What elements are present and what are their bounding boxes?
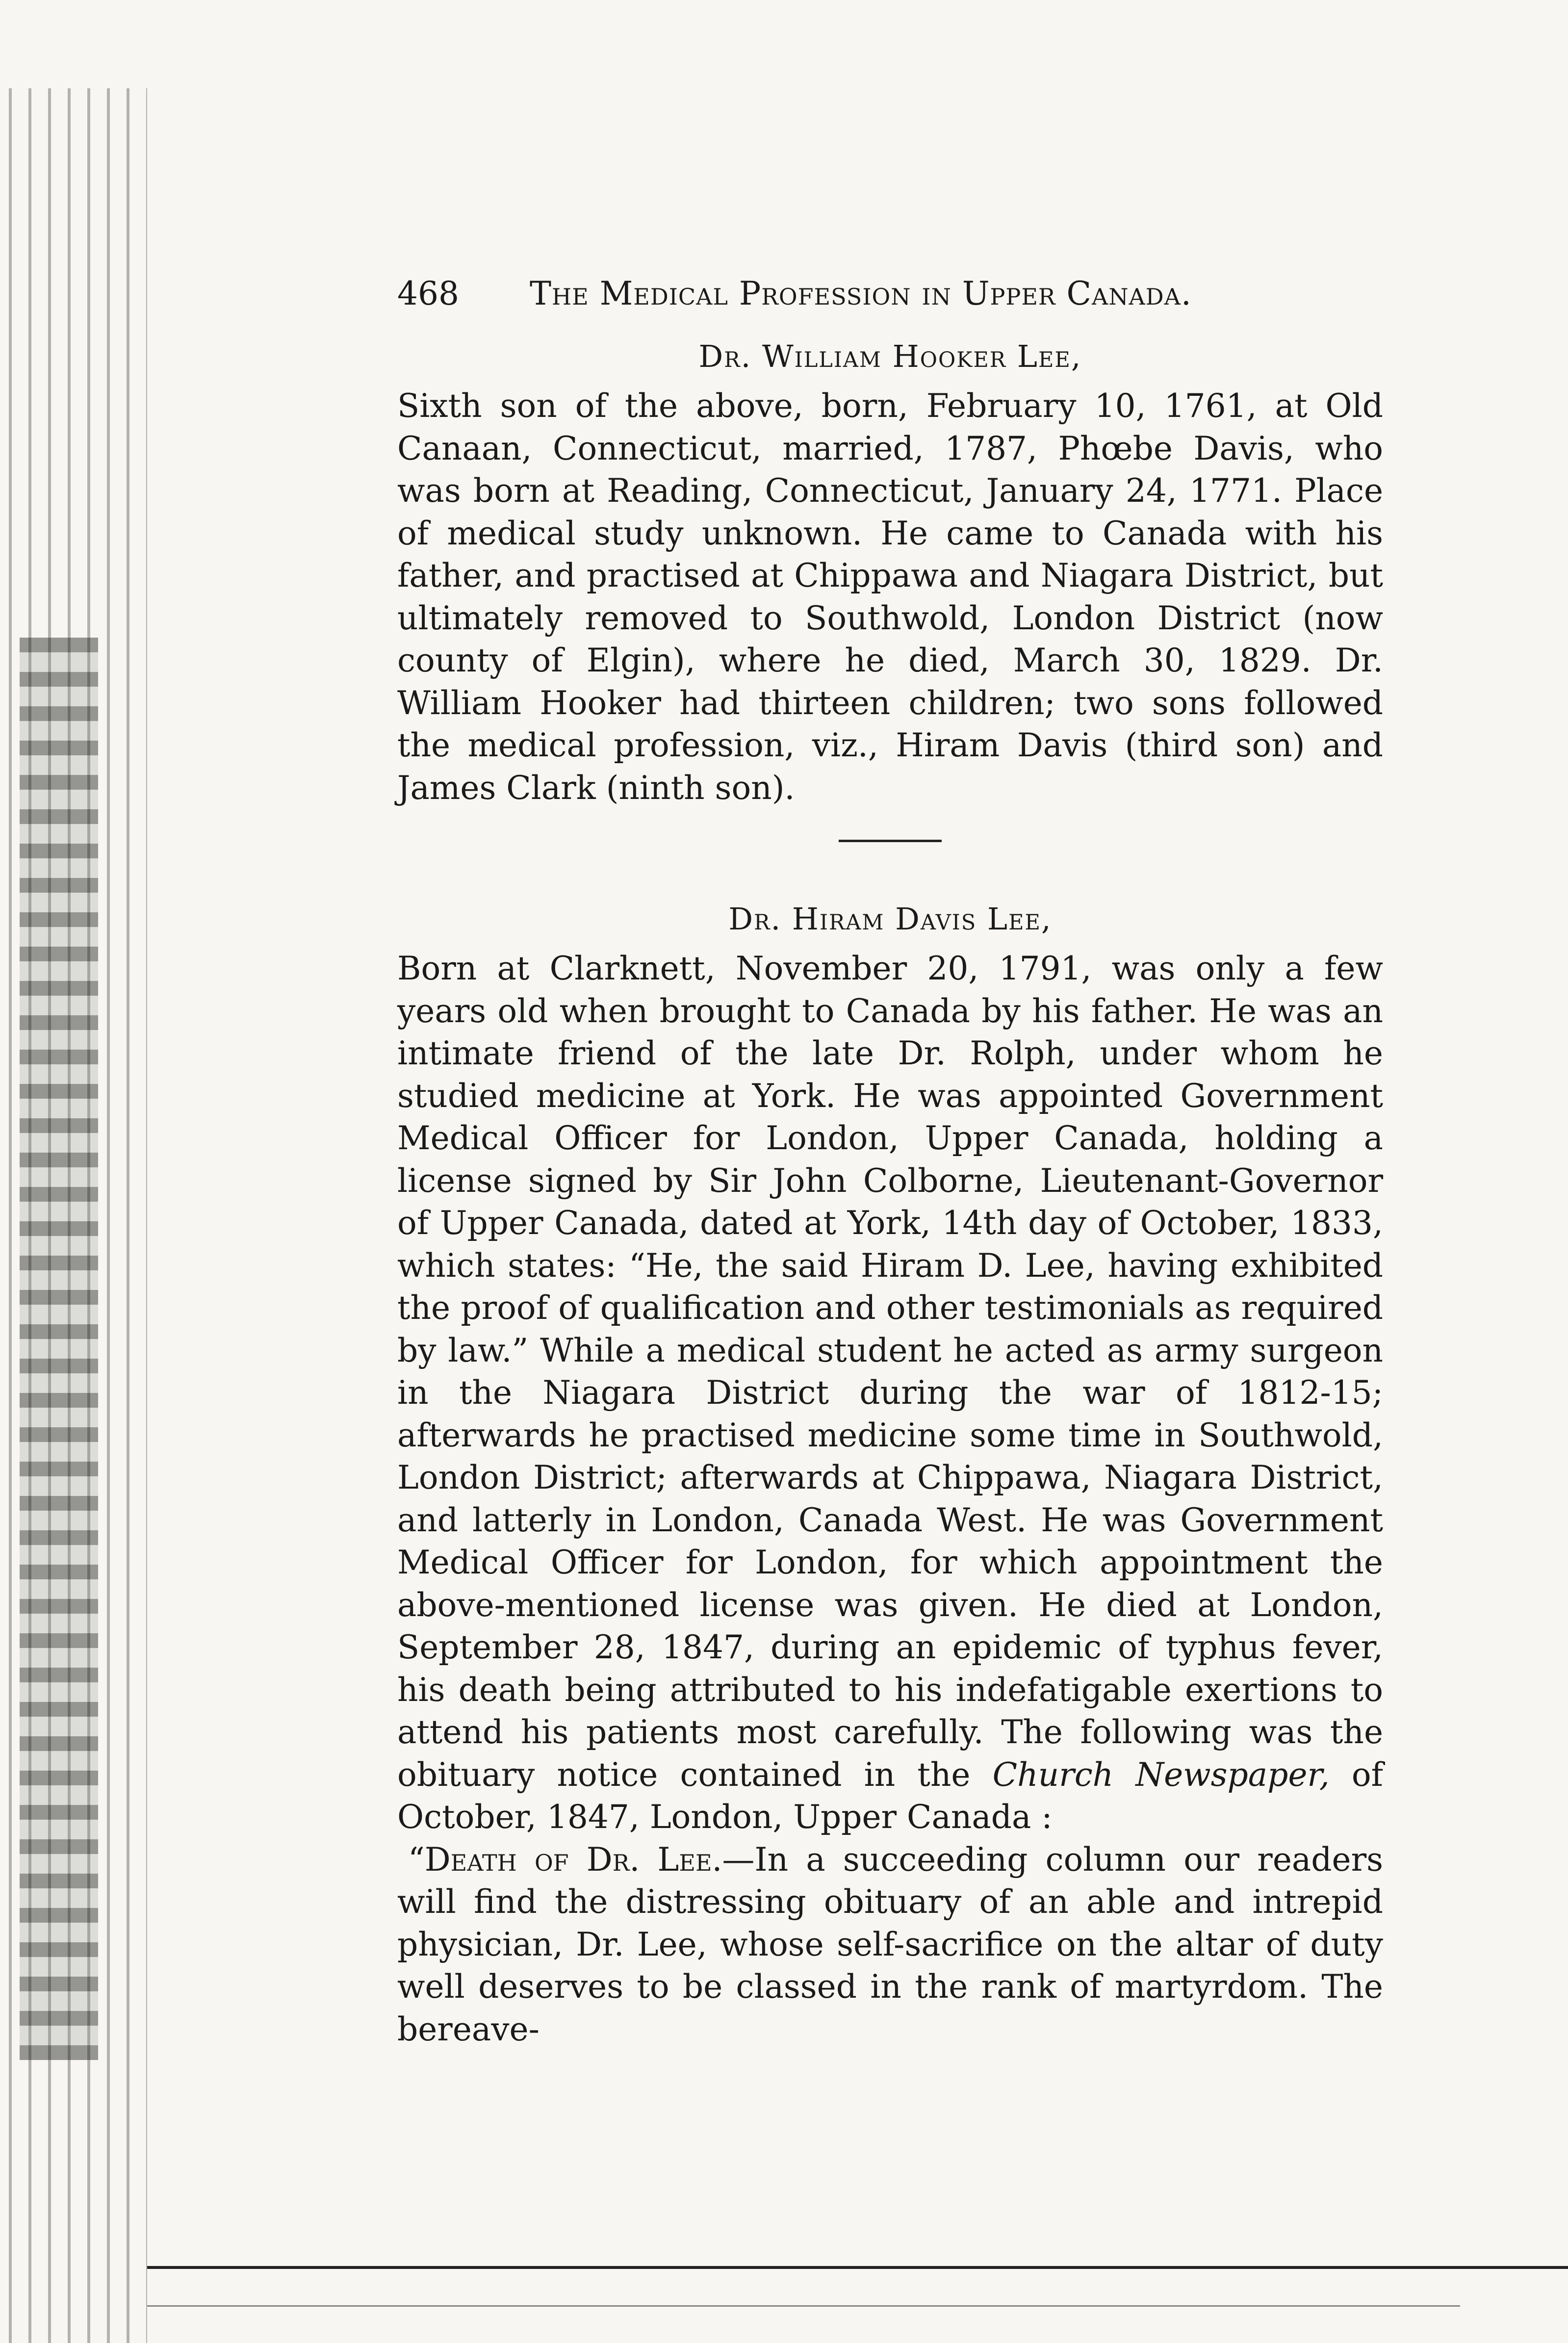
section-body-hiram-davis-lee — [397, 948, 1383, 1839]
body-text-part-2: of October, 1847, London, Upper Canada : — [397, 1755, 1384, 1836]
quote-lead: “Death of Dr. Lee. — [408, 1840, 722, 1879]
obituary-quote — [397, 1839, 1383, 2051]
running-head — [397, 275, 1383, 329]
binding-gutter-dark — [20, 638, 98, 2060]
page-number: 468 — [397, 275, 459, 312]
newspaper-title: Church Newspaper, — [992, 1755, 1330, 1794]
section-divider — [839, 840, 942, 842]
section-body-william-hooker-lee: Sixth son of the above, born, February 10, 1761, at Old Canaan, Connecticut, married, 1787, Phœbe Davis, who was born at Reading, Connecticut, January 24, 1771. Place of medical study unknown. He came to Canada with his father, and practised at Chippawa and Niagara District, but ultimately removed to Southwold, London District (now county of Elgin), where he died, March 30, 1829. Dr. William Hooker had thirteen children; two sons followed the medical profession, viz., Hiram Davis (third son) and James Clark (ninth son). — [397, 387, 1383, 807]
book-page — [397, 275, 1383, 2051]
section-heading-william-hooker-lee: Dr. William Hooker Lee, — [698, 338, 1082, 374]
body-text-part-1: Born at Clarknett, November 20, 1791, was only a few years old when brought to Canada by his father. He was an intimate friend of the late Dr. Rolph, under whom he studied medicine at York. He was appointed Government Medical Officer for London, Upper Canada, holding a license signed by Sir John Colborne, Lieutenant-Governor of Upper Canada, dated at York, 14th day of October, 1833, which states: “He, the said Hiram D. Lee, having exhibited the proof of qualification and other testimonials as required by law.” While a medical student he acted as army surgeon in the Niagara District during the war of 1812-15; afterwards he practised medicine some time in Southwold, London District; afterwards at Chippawa, Niagara District, and latterly in London, Canada West. He was Government Medical Officer for London, for which appointment the above-mentioned license was given. He died at London, September 28, 1847, during an epidemic of typhus fever, his death being attributed to his indefatigable exertions to attend his patients most carefully. The following was the obituary notice contained in the — [397, 950, 1383, 1794]
quote-text: —In a succeeding column our readers will find the distressing obituary of an able and intrepid physician, Dr. Lee, whose self-sacrifice on the altar of duty well deserves to be classed in the rank of martyrdom. The bereave- — [397, 1840, 1383, 2048]
page-bottom-edge — [147, 2266, 1568, 2269]
page-bottom-edge-secondary — [147, 2305, 1460, 2307]
section-heading-hiram-davis-lee: Dr. Hiram Davis Lee, — [728, 901, 1052, 937]
running-title: The Medical Profession in Upper Canada. — [530, 275, 1192, 312]
